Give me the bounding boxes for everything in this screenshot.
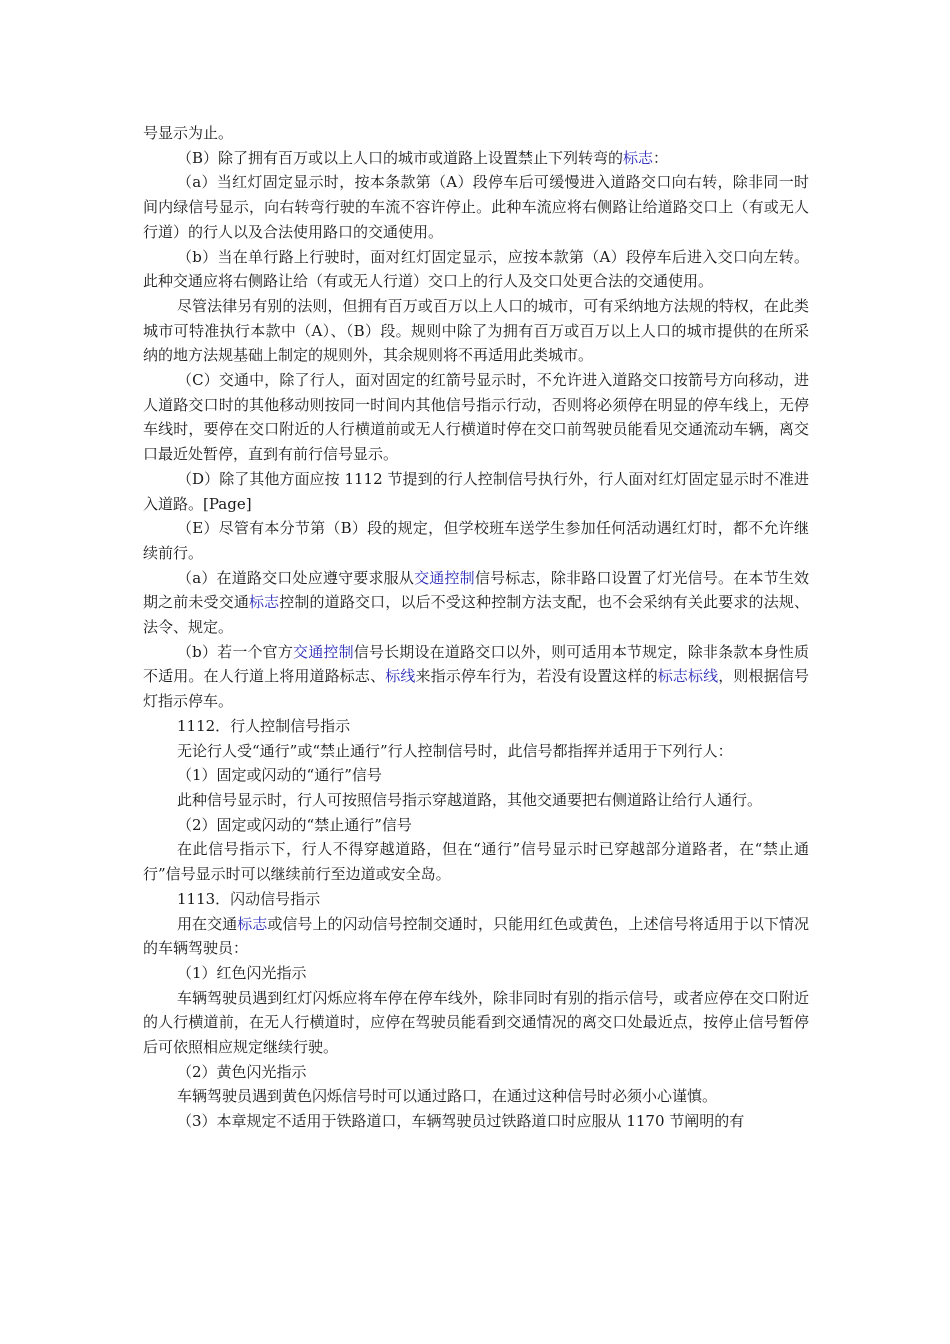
- paragraph-text: （b）若一个官方: [177, 642, 294, 661]
- paragraph: [143, 714, 809, 739]
- paragraph-text: 此种信号显示时，行人可按照信号指示穿越道路，其他交通要把右侧道路让给行人通行。: [177, 790, 763, 809]
- paragraph-text: （3）本章规定不适用于铁路道口，车辆驾驶员过铁路道口时应服从 1170 节阐明的有: [177, 1112, 745, 1131]
- paragraph: [143, 788, 809, 813]
- paragraph: [143, 739, 809, 764]
- text-link[interactable]: 标志: [237, 914, 268, 933]
- paragraph-text: （E）尽管有本分节第（B）段的规定，但学校班车送学生参加任何活动遇红灯时，都不允许继续前行。: [143, 519, 809, 562]
- paragraph-text: 1112．行人控制信号指示: [177, 716, 351, 735]
- paragraph: [143, 1084, 809, 1109]
- paragraph: [143, 986, 809, 1060]
- paragraph: [143, 961, 809, 986]
- paragraph: [143, 640, 809, 714]
- text-link[interactable]: 标志: [248, 593, 280, 612]
- paragraph: [143, 121, 809, 146]
- paragraph-text: ，则根据信号灯指示停车。: [143, 667, 809, 711]
- paragraph-text: （1）红色闪光指示: [177, 963, 307, 982]
- paragraph-text: 控制的道路交口，以后不受这种控制方法支配，也不会采纳有关此要求的法规、法令、规定。: [143, 593, 809, 637]
- paragraph: [143, 467, 809, 516]
- text-link[interactable]: 标志标线: [657, 667, 719, 686]
- paragraph: [143, 368, 809, 467]
- paragraph-text: ：: [653, 148, 669, 167]
- text-link[interactable]: 交通控制: [414, 568, 475, 587]
- paragraph: [143, 294, 809, 368]
- paragraph: [143, 813, 809, 838]
- text-link[interactable]: 标线: [385, 667, 416, 686]
- paragraph-text: 车辆驾驶员遇到红灯闪烁应将车停在停车线外，除非同时有别的指示信号，或者应停在交口附近的人行横道前，在无人行横道时，应停在驾驶员能看到交通情况的离交口处最近点，按停止信号暂停后可依照相应规定继续行驶。: [143, 988, 809, 1057]
- paragraph: [143, 1060, 809, 1085]
- paragraph-text: （2）固定或闪动的“禁止通行”信号: [177, 815, 412, 834]
- paragraph: [143, 912, 809, 961]
- paragraph: [143, 146, 809, 171]
- paragraph-text: （a）当红灯固定显示时，按本条款第（A）段停车后可缓慢进入道路交口向右转，除非同一时间内绿信号显示，向右转弯行驶的车流不容许停止。此种车流应将右侧路让给道路交口上（有或无人行道）的行人以及合法使用路口的交通使用。: [143, 173, 809, 241]
- paragraph-text: 信号长期设在道路交口以外，则可适用本节规定，除非条款本身性质不适用。在人行道上将用道路标志、: [143, 642, 809, 686]
- paragraph-text: 在此信号指示下，行人不得穿越道路，但在“通行”信号显示时已穿越部分道路者，在“禁止通行”信号显示时可以继续前行至边道或安全岛。: [143, 840, 809, 884]
- paragraph-text: （D）除了其他方面应按 1112 节提到的行人控制信号执行外，行人面对红灯固定显示时不准进入道路。[Page]: [143, 469, 809, 513]
- paragraph: [143, 170, 809, 244]
- paragraph-text: 或信号上的闪动信号控制交通时，只能用红色或黄色，上述信号将适用于以下情况的车辆驾驶员：: [143, 914, 809, 958]
- paragraph: [143, 837, 809, 886]
- paragraph-text: （1）固定或闪动的“通行”信号: [177, 766, 382, 785]
- paragraph-text: 车辆驾驶员遇到黄色闪烁信号时可以通过路口，在通过这种信号时必须小心谨慎。: [177, 1087, 718, 1106]
- text-link[interactable]: 交通控制: [293, 642, 354, 661]
- paragraph: [143, 763, 809, 788]
- paragraph-text: 用在交通: [177, 914, 238, 933]
- paragraph-text: 尽管法律另有别的法则，但拥有百万或百万以上人口的城市，可有采纳地方法规的特权，在此类城市可特准执行本款中（A）、（B）段。规则中除了为拥有百万或百万以上人口的城市提供的在所采纳的地方法规基础上制定的规则外，其余规则将不再适用此类城市。: [143, 296, 809, 365]
- paragraph: [143, 887, 809, 912]
- paragraph-text: （B）除了拥有百万或以上人口的城市或道路上设置禁止下列转弯的: [177, 148, 624, 167]
- paragraph: [143, 516, 809, 565]
- paragraph-text: 来指示停车行为，若没有设置这样的: [415, 667, 658, 686]
- paragraph: [143, 245, 809, 294]
- paragraph-text: （b）当在单行路上行驶时，面对红灯固定显示，应按本款第（A）段停车后进入交口向左转。此种交通应将右侧路让给（有或无人行道）交口上的行人及交口处更合法的交通使用。: [143, 247, 809, 291]
- text-link[interactable]: 标志: [623, 148, 654, 167]
- paragraph-text: 无论行人受“通行”或“禁止通行”行人控制信号时，此信号都指挥并适用于下列行人：: [177, 741, 733, 760]
- paragraph-text: （a）在道路交口处应遵守要求服从: [177, 568, 415, 587]
- paragraph-text: 1113．闪动信号指示: [177, 889, 321, 908]
- paragraph-text: （2）黄色闪光指示: [177, 1062, 307, 1081]
- paragraph: [143, 566, 809, 640]
- paragraph-text: （C）交通中，除了行人，面对固定的红箭号显示时，不允许进入道路交口按箭号方向移动，进人道路交口时的其他移动则按同一时间内其他信号指示行动，否则将必须停在明显的停车线上，无停车线时，要停在交口附近的人行横道前或无人行横道时停在交口前驾驶员能看见交通流动车辆，离交口最近处暂停，直到有前行信号显示。: [143, 371, 809, 464]
- document-body: [143, 121, 809, 1134]
- paragraph-text: 号显示为止。: [143, 124, 234, 142]
- paragraph: [143, 1109, 809, 1134]
- paragraph-text: 信号标志，除非路口设置了灯光信号。在本节生效期之前未受交通: [143, 568, 809, 612]
